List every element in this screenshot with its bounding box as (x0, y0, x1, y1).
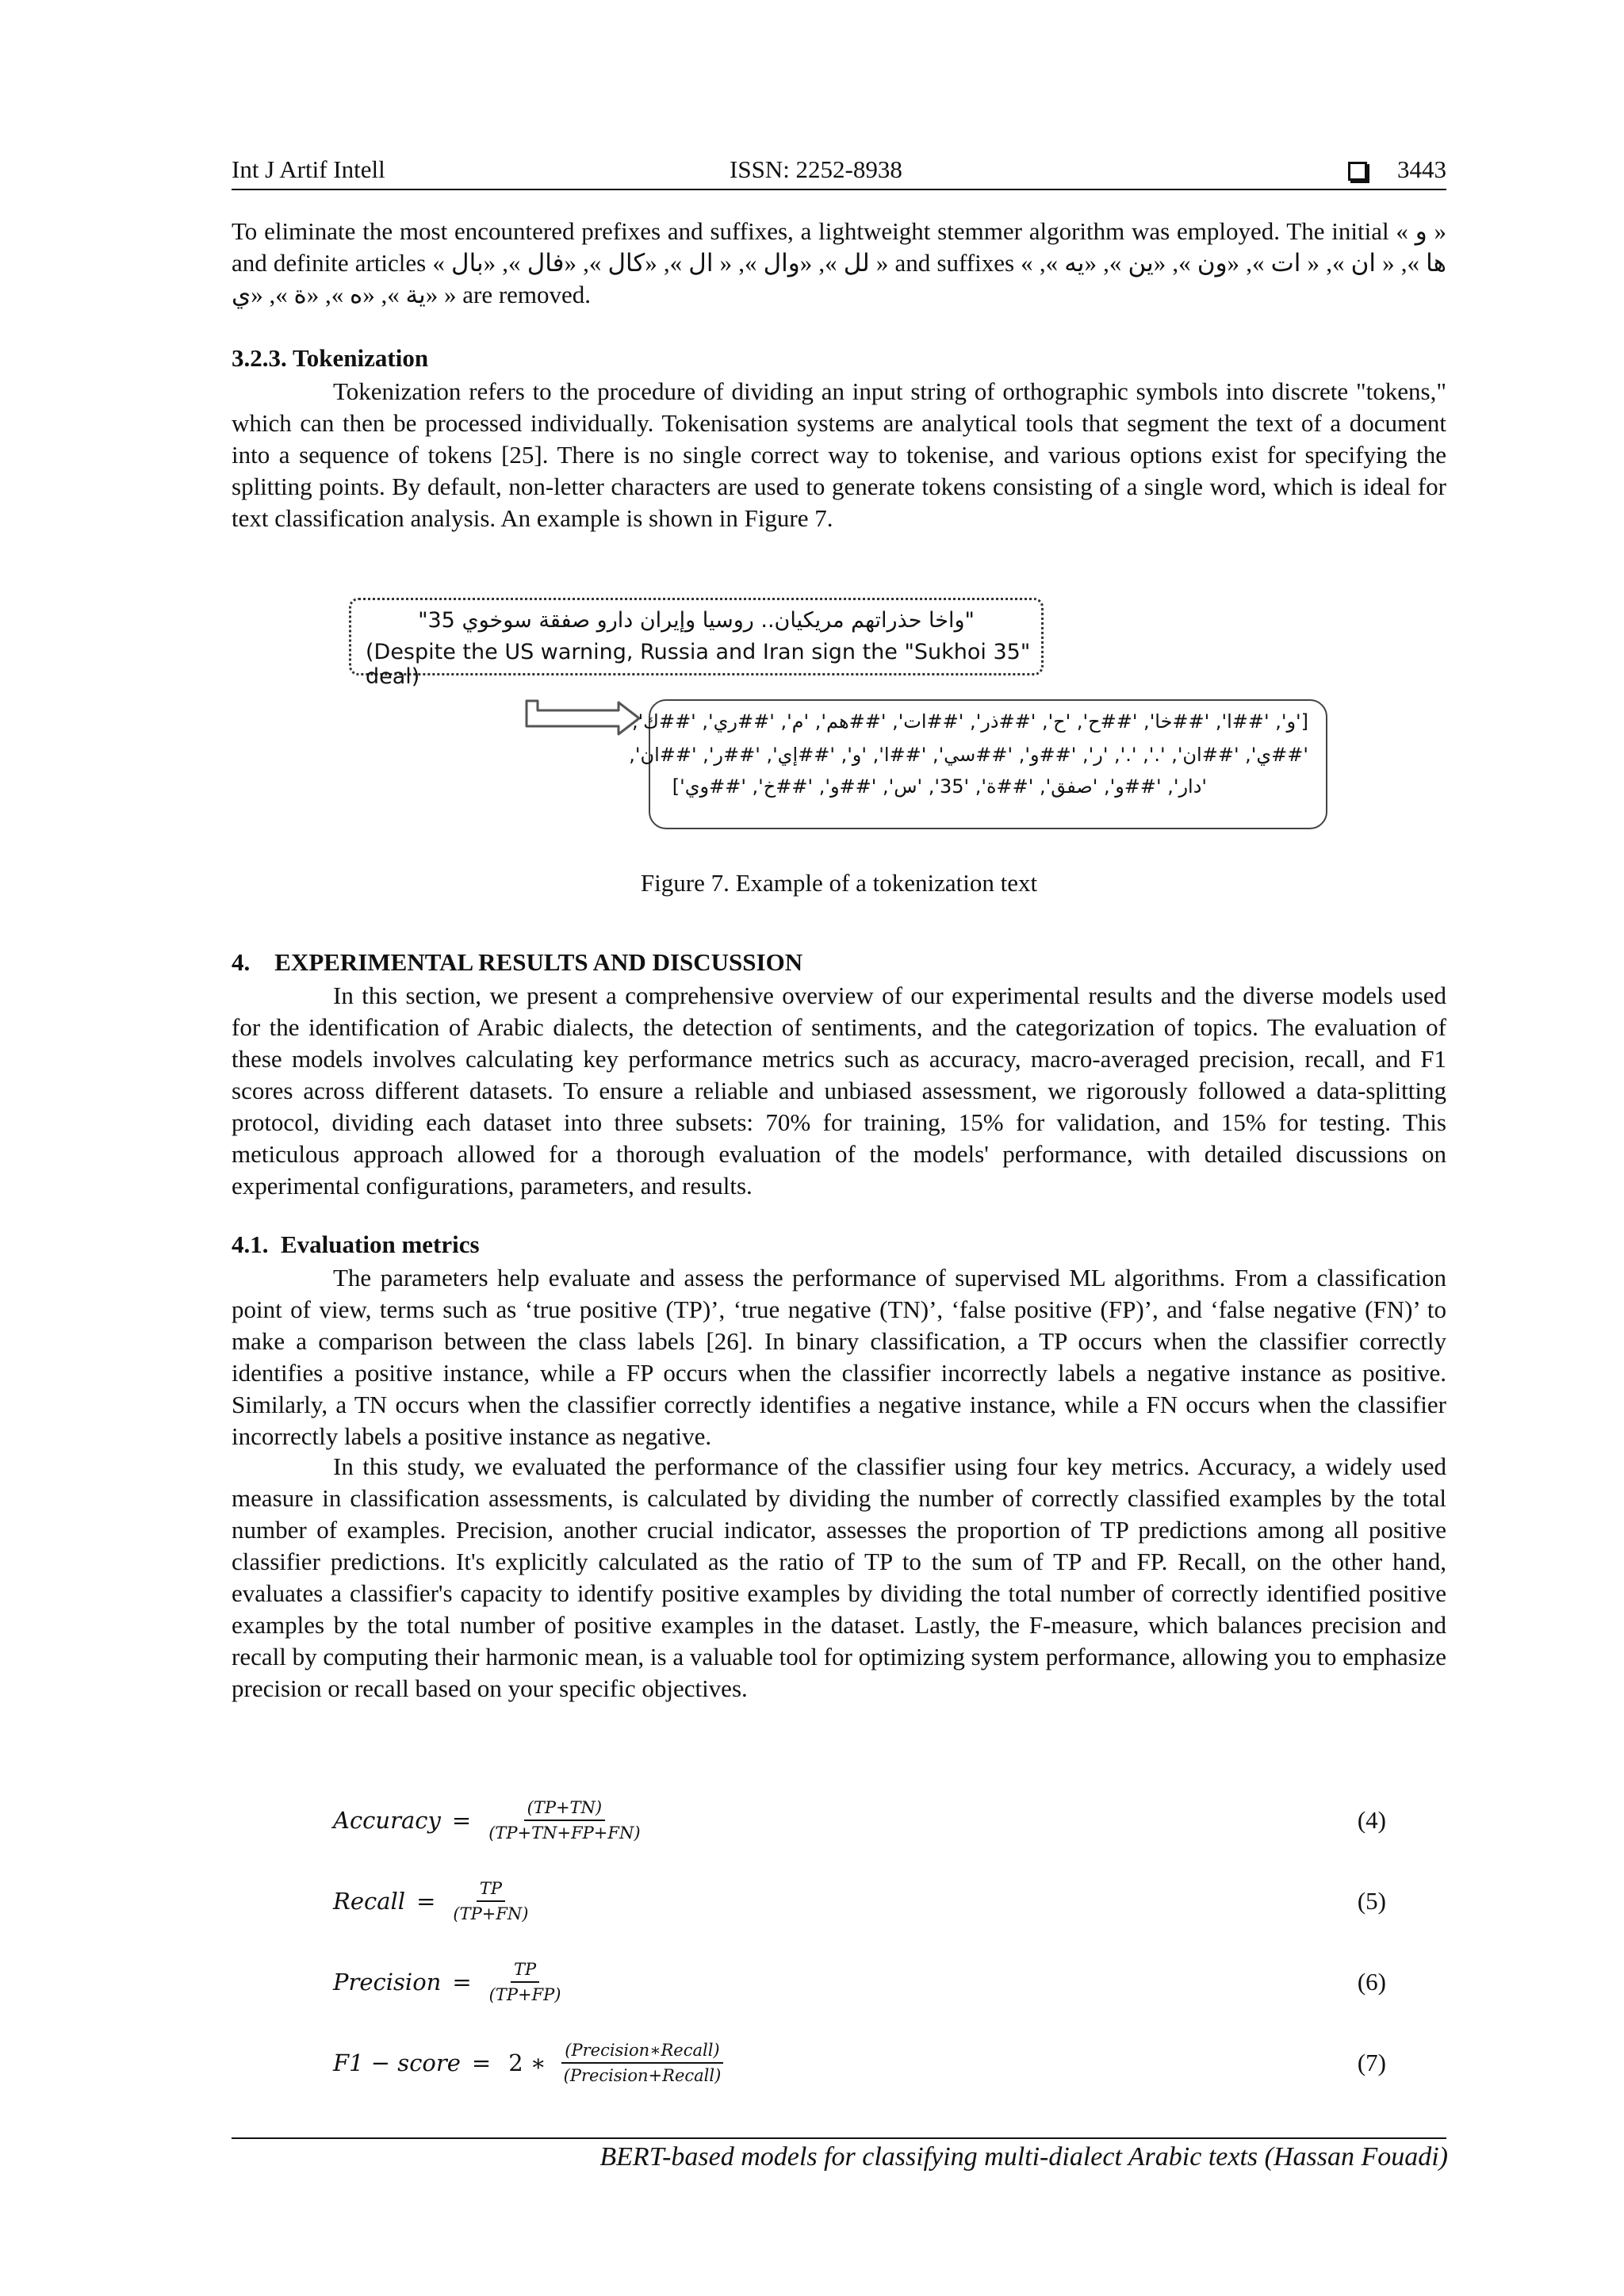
page-number: 3443 (1397, 155, 1446, 183)
equation-number: (7) (1357, 2049, 1386, 2076)
equation-precision: Precision = $\frac{TP}{(TP+FP)}$ (333, 1950, 565, 2014)
issn: ISSN: 2252-8938 (730, 155, 902, 183)
tokens-line-2: '##ي', '##ان', '.', '.', 'ر', '##و', '##سي', '##ا', 'و', '##إي', '##ر', '##ان', (629, 744, 1308, 766)
square-icon (1348, 162, 1367, 181)
numerator: (Precision∗Recall) (561, 2041, 722, 2064)
denominator: (TP+FN) (453, 1904, 529, 1923)
fraction (486, 1960, 565, 2004)
equation-accuracy: Accuracy = $\frac{(TP+TN)}{(TP+TN+FP+FN)}$ (333, 1789, 644, 1852)
equation-lhs: F1 − score (333, 2049, 461, 2076)
section-heading-metrics: 4.1. Evaluation metrics (232, 1230, 480, 1258)
footer-divider (232, 2137, 1446, 2139)
tokens-line-3: 'دار', '##و', 'صفق', '##ة', '35', 'س', '##و', '##خ', '##وي'] (672, 775, 1207, 798)
denominator: (Precision+Recall) (563, 2066, 722, 2085)
fraction (450, 1879, 531, 1923)
equation-number: (5) (1357, 1887, 1386, 1915)
numerator: (TP+TN) (524, 1798, 606, 1821)
header-divider (232, 189, 1446, 190)
fraction (485, 1798, 643, 1843)
tokens-box (629, 699, 1327, 829)
tokenization-paragraph: Tokenization refers to the procedure of dividing an input string of orthographic symbols into discrete "tokens," which can then be processed individually. Tokenisation systems are analytical tools that segment the text of a document into a sequence of tokens [25]. There is no single correct way to tokenise, and various options exist for specifying the splitting points. By default, non-letter characters are used to generate tokens consisting of a single word, which is ideal for text classification analysis. An example is shown in Figure 7. (232, 377, 1446, 532)
running-header (232, 155, 1446, 190)
arabic-sentence: "واخا حذراتهم مريكيان.. روسيا وإيران دارو صفقة سوخوي 35" (418, 608, 975, 633)
equation-number: (4) (1357, 1806, 1386, 1834)
equation-recall: Recall = $\frac{TP}{(TP+FN)}$ (333, 1869, 531, 1933)
equation-number: (6) (1357, 1968, 1386, 1996)
equation-lhs: Precision (333, 1969, 442, 1996)
journal-name: Int J Artif Intell (232, 155, 385, 183)
equation-lhs: Accuracy (333, 1807, 441, 1834)
figure-caption: Figure 7. Example of a tokenization text (640, 869, 1038, 897)
equation-prefix: 2 ∗ (508, 2049, 546, 2076)
fraction (561, 2041, 725, 2085)
arrow-right-icon (523, 698, 642, 737)
tokens-line-1: ['و', '##ا', '##خا', '##ح', 'ح', '##ذر', '##ات', '##هم', 'م', '##ري', '##ك', (631, 710, 1308, 733)
numerator: TP (511, 1960, 539, 1983)
denominator: (TP+TN+FP+FN) (488, 1823, 641, 1843)
source-sentence-box (349, 598, 1044, 689)
metrics-paragraph-1: The parameters help evaluate and assess the performance of supervised ML algorithms. From a classification point of view, terms such as ‘true positive (TP)’, ‘true negative (TN)’, ‘false positive (FP)’, and ‘false negative (FN)’ to make a comparison between the class labels [26]. In binary classification, a TP occurs when the classifier correctly identifies a positive instance, while a FP occurs when the classifier incorrectly labels a negative instance as positive. Similarly, a TN occurs when the classifier correctly identifies a negative instance, while a FN occurs when the classifier incorrectly labels a positive instance as negative. (232, 1264, 1446, 1450)
numerator: TP (477, 1879, 505, 1902)
equation-f1-score: F1 − score = 2 ∗ $\frac{\text{(Precision∗Recall)}}{\text{(Precision+Recall)}}$ (333, 2031, 724, 2095)
section-heading-tokenization: 3.2.3. Tokenization (232, 344, 429, 372)
results-paragraph: In this section, we present a comprehensive overview of our experimental results and the diverse models used for the identification of Arabic dialects, the detection of sentiments, and the categorization of topics. The evaluation of these models involves calculating key performance metrics such as accuracy, macro-averaged precision, recall, and F1 scores across different datasets. To ensure a reliable and unbiased assessment, we rigorously followed a data-splitting protocol, dividing each dataset into three subsets: 70% for training, 15% for validation, and 15% for testing. This meticulous approach allowed for a thorough evaluation of the models' performance, with detailed discussions on experimental configurations, parameters, and results. (232, 982, 1446, 1200)
english-translation: (Despite the US warning, Russia and Iran sign the "Sukhoi 35" deal) (366, 640, 1031, 689)
denominator: (TP+FP) (488, 1985, 561, 2004)
metrics-paragraph-2: In this study, we evaluated the performance of the classifier using four key metrics. Accuracy, a widely used measure in classification assessments, is calculated by dividing the number of correctly classified examples by the total number of examples. Precision, another crucial indicator, assesses the proportion of TP predictions among all positive classifier predictions. It's explicitly calculated as the ratio of TP to the sum of TP and FP. Recall, on the other hand, evaluates a classifier's capacity to identify positive examples by dividing the total number of correctly identified positive examples by the total number of positive examples in the dataset. Lastly, the F-measure, which balances precision and recall by computing their harmonic mean, is a valuable tool for optimizing system performance, allowing you to emphasize precision or recall based on your specific objectives. (232, 1452, 1446, 1702)
running-footer: BERT-based models for classifying multi-dialect Arabic texts (Hassan Fouadi) (599, 2142, 1448, 2172)
section-heading-results: 4. EXPERIMENTAL RESULTS AND DISCUSSION (232, 948, 803, 976)
stemmer-paragraph: To eliminate the most encountered prefixes and suffixes, a lightweight stemmer algorithm was employed. The initial « و » and definite articles « لل », «وال », « ال », «كال », «فال », «بال » and suffixes « ها », « ان », « ات », «ون », «ين », «يه », «ية », «ه », «ة », «ي » are removed. (232, 217, 1446, 308)
equation-lhs: Recall (333, 1888, 406, 1915)
